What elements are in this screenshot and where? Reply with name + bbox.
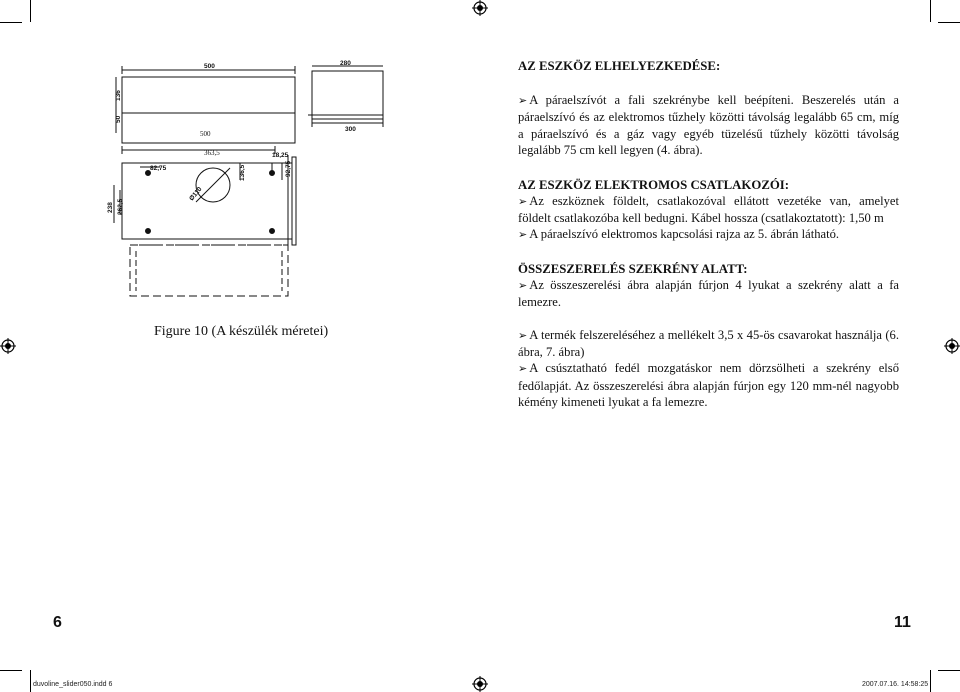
text-column xyxy=(518,58,899,411)
dim-label: 92,75 xyxy=(285,160,292,177)
dim-label: 300 xyxy=(345,126,356,133)
bullet-arrow-icon: ➢ xyxy=(518,328,528,342)
dim-label: 18,25 xyxy=(272,152,289,159)
dim-label: Ø110 xyxy=(188,185,204,203)
dim-label: 363,5 xyxy=(204,149,220,157)
dim-label: 82,75 xyxy=(150,165,167,172)
bullet-arrow-icon: ➢ xyxy=(518,194,528,208)
dim-label: 136 xyxy=(115,90,122,101)
paragraph: ➢ Az összeszerelési ábra alapján fúrjon 4 lyukat a szekrény alatt a fa lemezre. xyxy=(518,277,899,310)
paragraph: ➢ A termék felszereléséhez a mellékelt 3,5 x 45-ös csavarokat használja (6. ábra, 7. ábra) xyxy=(518,327,899,360)
crop-mark xyxy=(30,0,31,22)
dim-label: 262,5 xyxy=(117,198,124,215)
crop-mark xyxy=(0,670,22,671)
dim-label: 50 xyxy=(115,115,122,123)
bullet-arrow-icon: ➢ xyxy=(518,278,528,292)
dim-label: 500 xyxy=(200,130,211,138)
registration-mark-icon xyxy=(472,0,488,16)
crop-mark xyxy=(930,0,931,22)
crop-mark xyxy=(30,670,31,692)
bullet-arrow-icon: ➢ xyxy=(518,94,528,107)
dim-label: 280 xyxy=(340,60,351,67)
section-heading: AZ ESZKÖZ ELHELYEZKEDÉSE: xyxy=(518,59,721,73)
bullet-arrow-icon: ➢ xyxy=(518,362,528,376)
figure-caption: Figure 10 (A készülék méretei) xyxy=(154,324,329,339)
paragraph: ➢ A páraelszívót a fali szekrénybe kell beépíteni. Beszerelés után a páraelszívó és az elektromos tűzhely közötti távolság legalább 65 cm, míg a páraelszívó és a gáz vagy egyéb tüzelésű tűzhely közötti távolság legalább 75 cm kell legyen (4. ábra). xyxy=(518,93,899,158)
crop-mark xyxy=(938,22,960,23)
crop-mark xyxy=(930,670,931,692)
slug-filename: duvoline_slider050.indd 6 xyxy=(33,681,113,688)
page-number-left: 6 xyxy=(53,614,62,631)
paragraph: ➢ Az eszköznek földelt, csatlakozóval ellátott vezetéke van, amelyet földelt csatlakozóba kell bedugni. Kábel hossza (csatlakoztatott): 1,50 m xyxy=(518,193,899,226)
dim-label: 238 xyxy=(107,202,114,213)
dim-label: 136,5 xyxy=(239,164,246,181)
registration-mark-icon xyxy=(472,676,488,692)
crop-mark xyxy=(0,22,22,23)
registration-mark-icon xyxy=(0,338,16,354)
paragraph: ➢ A páraelszívó elektromos kapcsolási rajza az 5. ábrán látható. xyxy=(518,227,840,242)
section-heading: AZ ESZKÖZ ELEKTROMOS CSATLAKOZÓI: xyxy=(518,177,790,192)
page-number-right: 11 xyxy=(894,614,911,631)
section-heading: ÖSSZESZERELÉS SZEKRÉNY ALATT: xyxy=(518,261,748,276)
bullet-arrow-icon: ➢ xyxy=(518,228,528,242)
crop-mark xyxy=(938,670,960,671)
dim-label: 500 xyxy=(204,63,215,70)
paragraph: ➢ A csúsztatható fedél mozgatáskor nem dörzsölheti a szekrény első fedőlapját. Az összeszerelési ábra alapján fúrjon egy 120 mm-nél nagyobb kémény kimeneti lyukat a fa lemezre. xyxy=(518,361,899,410)
slug-timestamp: 2007.07.16. 14:58:25 xyxy=(862,681,929,688)
registration-mark-icon xyxy=(944,338,960,354)
dimension-drawing xyxy=(100,55,400,300)
